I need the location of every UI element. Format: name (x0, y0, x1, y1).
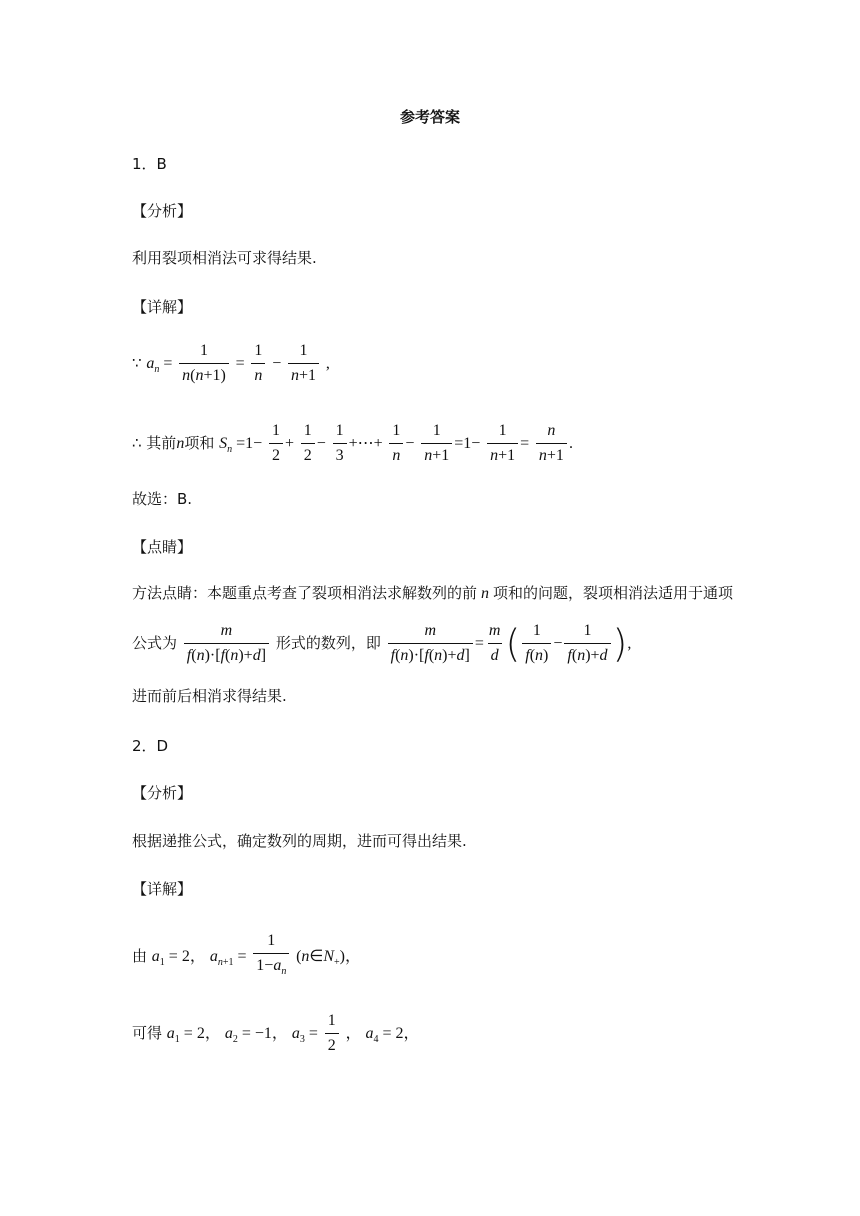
q1-answer: 1．B (132, 155, 167, 173)
page-title: 参考答案 (399, 108, 460, 126)
q2-analysis-header: 【分析】 (132, 784, 193, 802)
q2-formula-given: 由 $a_1 = 2$， $a_{n+1}$ = $\frac{1}{1-a_n}$ $(n\in N_+)$， (132, 930, 361, 983)
q2-answer: 2．D (132, 737, 169, 755)
q1-choose: 故选：B. (132, 490, 193, 508)
q2-analysis-text: 根据递推公式，确定数列的周期，进而可得出结果. (132, 832, 467, 850)
q1-comment-line3: 进而前后相消求得结果. (132, 687, 287, 705)
q2-formula-values: 可得 $a_1 = 2$， $a_2 = -1$， $a_3$ = $\frac{1}{2}$ ， $a_4 = 2$， (132, 1010, 420, 1057)
q1-analysis-text: 利用裂项相消法可求得结果. (132, 249, 317, 267)
q1-detail-header: 【详解】 (132, 298, 193, 316)
q1-comment-line2: 公式为 $\frac{m}{f(n)\cdot[f(n)+d]}$ 形式的数列，即 $\frac{m}{f(n)\cdot[f(n)+d]}$ = $\frac{m}{d}$ ( $\frac{1}{f(n)}$ − $\frac{1}{f(n)+d}$ ), (132, 621, 632, 666)
q1-analysis-header: 【分析】 (132, 202, 193, 220)
q1-comment-header: 【点睛】 (132, 538, 193, 556)
q2-detail-header: 【详解】 (132, 880, 193, 898)
q1-formula-an: ∵ $a_n$ = $\frac{1}{n(n+1)}$ = $\frac{1}{n}$ − $\frac{1}{n+1}$ , (132, 340, 330, 387)
because-symbol: ∵ (132, 354, 142, 372)
q1-formula-sn: ∴ 其前n项和 $S_n =1-$ $\frac{1}{2}$ + $\frac{1}{2}$ − $\frac{1}{3}$ +⋯+ $\frac{1}{n}$ − $\frac{1}{n+1}$ =1− $\frac{1}{n+1}$ = $\frac{n}{n+1}$ . (132, 420, 573, 467)
q1-comment-line1: 方法点睛：本题重点考查了裂项相消法求解数列的前 n 项和的问题，裂项相消法适用于通项 (132, 584, 734, 602)
